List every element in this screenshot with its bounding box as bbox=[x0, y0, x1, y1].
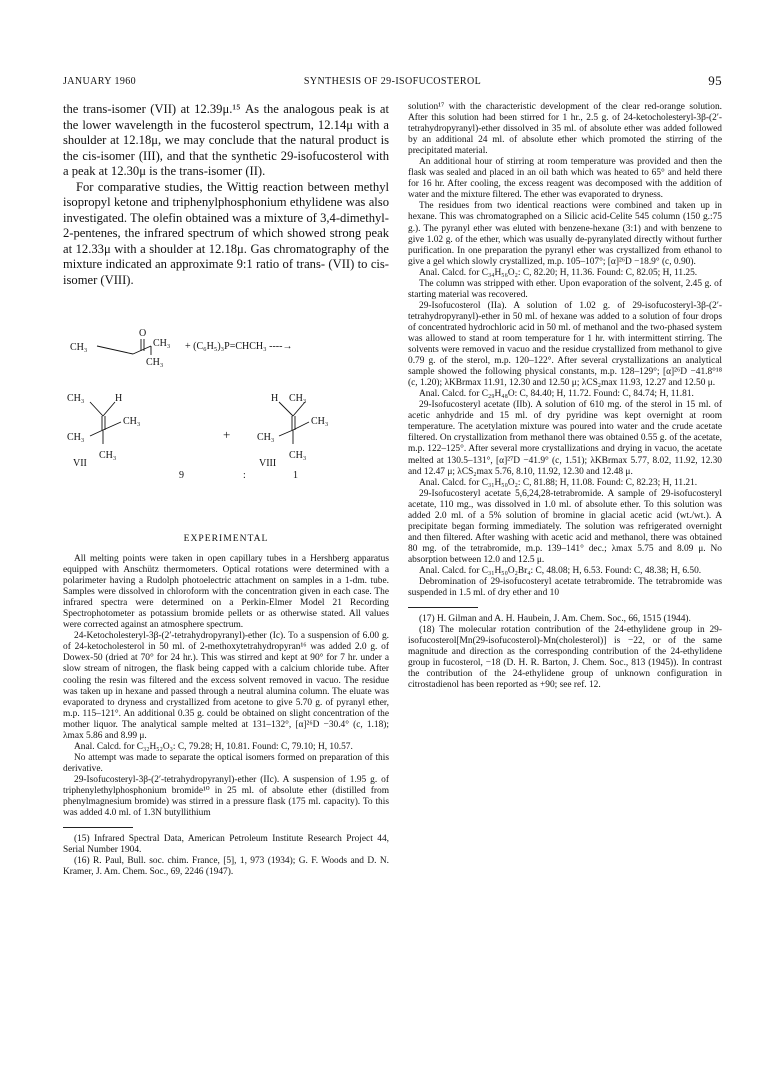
paragraph-isomer-discussion: the trans-isomer (VII) at 12.39μ.¹⁵ As the analogous peak is at the lower wavelength in the fucosterol spectrum, 12.14μ with a shoulder at 12.18μ, we may conclude that the natural product is the cis-isomer (III), and that the synthetic 29-isofucosterol with a peak at 12.30μ is the trans-isomer (II). bbox=[63, 102, 389, 178]
paragraph-analysis-iib: Anal. Calcd. for C₃₁H₅₀O₂: C, 81.88; H, 11.08. Found: C, 82.23; H, 11.21. bbox=[419, 477, 698, 488]
ratio-value-b: 1 bbox=[293, 470, 298, 481]
paragraph-debromination: Debromination of 29-isofucosteryl acetate tetrabromide. The tetrabromide was suspended in 1.5 ml. of dry ether and 10 bbox=[408, 577, 722, 599]
scheme-ketone-ch3-bottom: CH₃ bbox=[146, 357, 164, 368]
paragraph-column-stripped: The column was stripped with ether. Upon evaporation of the solvent, 2.45 g. of starting material was recovered. bbox=[408, 278, 722, 300]
reaction-scheme-drawing bbox=[63, 306, 389, 521]
scheme-wittig-reagent: + (C₆H₅)₃P=CHCH₃ ----→ bbox=[185, 341, 293, 352]
ratio-separator: : bbox=[243, 470, 246, 481]
vii-h-top: H bbox=[115, 393, 123, 404]
footnote-17: (17) H. Gilman and A. H. Haubein, J. Am. Chem. Soc., 66, 1515 (1944). bbox=[419, 614, 691, 625]
viii-h-top: H bbox=[271, 393, 279, 404]
footnote-18: (18) The molecular rotation contribution of the 24-ethylidene group in 29-isofucosterol[Mn(29-isofucosterol)-Mn(cholesterol)] is −22, or of the same magnitude and direction as the corresponding contribution of the 24-ethylidene group in fucosterol, −18 (D. H. R. Barton, J. Chem. Soc., 813 (1945)). In contrast the contribution of the 24-ethylidene group of unknown configuration in citrostadienol has been reported as +90; see ref. 12. bbox=[408, 625, 722, 691]
footnote-15: (15) Infrared Spectral Data, American Petroleum Institute Research Project 44, Serial Number 1904. bbox=[63, 834, 389, 856]
footnote-16: (16) R. Paul, Bull. soc. chim. France, [5], 1, 973 (1934); G. F. Woods and D. N. Kramer, J. Am. Chem. Soc., 69, 2246 (1947). bbox=[63, 856, 389, 878]
paragraph-isofucosteryl-ether: 29-Isofucosteryl-3β-(2′-tetrahydropyranyl)-ether (IIc). A suspension of 1.95 g. of triphenylethylphosphonium bromide¹⁰ in 25 ml. of absolute ether (distilled from phenylmagnesium bromide) was stirred in a pressure flask (175 ml. capacity). To this was added 4.0 ml. of 1.3N butyllithium bbox=[63, 774, 389, 819]
scheme-plus: + bbox=[223, 427, 231, 442]
paragraph-analysis-iia: Anal. Calcd. for C₂₉H₄₈O: C, 84.40; H, 11.72. Found: C, 84.74; H, 11.81. bbox=[419, 389, 694, 400]
paragraph-butyllithium-continuation: solution¹⁷ with the characteristic development of the clear red-orange solution. After this solution had been stirred for 1 hr., 2.5 g. of 24-ketocholesteryl-3β-(2′-tetrahydropyranyl)-ether dissolved in 35 ml. of absolute ether was added followed by an additional 24 ml. of absolute ether which promoted the stirring of the precipitated material. bbox=[408, 102, 722, 157]
scheme-ketone-ch3-right: CH₃ bbox=[153, 338, 171, 349]
reaction-scheme bbox=[63, 306, 389, 521]
footnote-rule bbox=[408, 607, 478, 608]
footnote-rule bbox=[63, 827, 133, 828]
header-title: SYNTHESIS OF 29-ISOFUCOSTEROL bbox=[303, 76, 482, 87]
label-viii: VIII bbox=[259, 458, 277, 469]
paragraph-tetrabromide: 29-Isofucosteryl acetate 5,6,24,28-tetrabromide. A sample of 29-isofucosteryl acetate, 110 mg., was dissolved in 1.0 ml. of absolute ether. To this solution was added 2.0 ml. of a 5% solution of bromine in glacial acetic acid (wt./wt.). A precipitate began forming immediately. The solution was refrigerated overnight and then filtered. After washing with acetic acid and methanol, there was obtained 80 mg. of the tetrabromide, m.p. 139–141° dec.; λmax 5.75 and 8.09 μ. No absorption between 12.0 and 12.5 μ. bbox=[408, 488, 722, 565]
vii-ch3-top: CH₃ bbox=[67, 393, 85, 404]
running-header bbox=[63, 73, 722, 92]
paragraph-wittig-comparison: For comparative studies, the Wittig reaction between methyl isopropyl ketone and triphenylphosphonium ethylidene was also investigated. The olefin obtained was a mixture of 3,4-dimethyl-2-pentenes, the infrared spectrum of which showed strong peak at 12.33μ with a shoulder at 12.18μ. Gas chromatography of the mixture indicated an approximate 9:1 ratio of trans- (VII) to cis-isomer (VIII). bbox=[63, 179, 389, 287]
page-number: 95 bbox=[708, 73, 722, 88]
paragraph-isofucosteryl-acetate: 29-Isofucosteryl acetate (IIb). A solution of 610 mg. of the sterol in 15 ml. of acetic anhydride and 15 ml. of dry pyridine was kept overnight at room temperature. The acetylation mixture was poured into water and the crude acetate filtered. On crystallization from methanol there was obtained 0.55 g. of the acetate, m.p. 122–125°. After several more crystallizations and drying in vacuo, the acetate melted at 130.5–131°, [α]²⁷D −41.9° (c, 1.51); λKBrmax 5.77, 8.02, 11.92, 12.30 and 12.47 μ; λCS₂max 5.76, 8.10, 11.92, 12.30 and 12.48 μ. bbox=[408, 400, 722, 477]
paragraph-analysis-tetrabromide: Anal. Calcd. for C₃₁H₅₀O₂Br₄: C, 48.08; H, 6.53. Found: C, 48.38; H, 6.50. bbox=[419, 565, 702, 576]
section-heading-experimental: EXPERIMENTAL bbox=[183, 533, 269, 544]
left-column bbox=[63, 102, 389, 1047]
paragraph-ketocholesteryl-ether: 24-Ketocholesteryl-3β-(2′-tetrahydropyranyl)-ether (Ic). To a suspension of 6.00 g. of 24-ketocholesterol in 50 ml. of 2-methoxytetrahydropyran¹⁶ was added 2.0 g. of Dowex-50 (dried at 70° for 24 hr.). This was stirred and kept at 90° for 7 hr. under a slow stream of nitrogen, the flask being capped with a calcium chloride tube. After cooling the resin was filtered and the excess solvent removed in vacuo. The residue was taken up in hexane and passed through a neutral alumina column. The eluate was evaporated to dryness and crystallized from acetone to give 5.70 g. of pyranyl ether, m.p. 115–121°. An additional 0.35 g. could be obtained on slight concentration of the mother liquor. The analytical sample melted at 131–132°, [α]²⁶D −30.4° (c, 1.18); λmax 5.86 and 8.99 μ. bbox=[63, 631, 389, 741]
paragraph-general-methods: All melting points were taken in open capillary tubes in a Hershberg apparatus equipped with Anschütz thermometers. Optical rotations were determined with a polarimeter having a Rudolph photoelectric attachment on samples in a 1-dm. tube. Samples were dissolved in chloroform with the concentration given in each case. The infrared spectra were determined on a Perkin-Elmer Model 21 Recording Spectrophotometer as potassium bromide pellets or as otherwise stated. All values were corrected against an atmosphere spectrum. bbox=[63, 554, 389, 631]
right-column bbox=[408, 102, 722, 1047]
ratio-value-a: 9 bbox=[179, 470, 184, 481]
paragraph-optical-isomers-note: No attempt was made to separate the optical isomers formed on preparation of this derivative. bbox=[63, 752, 389, 774]
scheme-ketone-ch3-left: CH₃ bbox=[70, 342, 88, 353]
paragraph-analysis-iic: Anal. Calcd. for C₃₄H₅₆O₂: C, 82.20; H, 11.36. Found: C, 82.05; H, 11.25. bbox=[419, 267, 698, 278]
paragraph-chromatography: The residues from two identical reactions were combined and taken up in hexane. This was chromatographed on a Silicic acid-Celite 545 column (150 g.:75 g.). The pyranyl ether was eluted with benzene-hexane (3:1) and with benzene to give 1.02 g. of the ether, which was usually de-pyranylated directly without further purification. In one preparation the pyranyl ether was crystallized from ethanol to give a gel which slowly crystallized, m.p. 105–107°; [α]²⁶D −18.9° (c, 0.90). bbox=[408, 201, 722, 267]
vii-ch3-left: CH₃ bbox=[67, 432, 85, 443]
header-date: JANUARY 1960 bbox=[63, 76, 137, 87]
vii-ch3-bottom: CH₃ bbox=[99, 450, 117, 461]
paragraph-oil-bath: An additional hour of stirring at room temperature was provided and then the flask was sealed and placed in an oil bath which was heated to 65° and held there for 16 hr. After cooling, the excess reagent was decomposed with the addition of water and the mixture filtered. The ether was evaporated to dryness. bbox=[408, 157, 722, 201]
scheme-oxygen: O bbox=[139, 328, 147, 339]
vii-ch3-right: CH₃ bbox=[123, 416, 141, 427]
label-vii: VII bbox=[73, 458, 87, 469]
viii-ch3-bottom: CH₃ bbox=[289, 450, 307, 461]
paragraph-isofucosterol: 29-Isofucosterol (IIa). A solution of 1.02 g. of 29-isofucosteryl-3β-(2′-tetrahydropyranyl)-ether in 50 ml. of hexane was added to a solution of four drops of concentrated hydrochloric acid in 50 ml. of methanol and the two-phased system was allowed to stand at room temperature for 1 hr. with intermittent stirring. The solvents were removed in vacuo and the residue crystallized from methanol to give 0.79 g. of the sterol, m.p. 120–122°. After several crystallizations an analytical sample showed the following physical constants, m.p. 128–129°; [α]²⁶D −41.8°¹⁸ (c, 1.20); λKBrmax 11.91, 12.30 and 12.50 μ; λCS₂max 11.93, 12.27 and 12.50 μ. bbox=[408, 300, 722, 389]
viii-ch3-top: CH₃ bbox=[289, 393, 307, 404]
viii-ch3-right: CH₃ bbox=[311, 416, 329, 427]
paragraph-analysis-ic: Anal. Calcd. for C₃₂H₅₂O₃: C, 79.28; H, 10.81. Found: C, 79.10; H, 10.57. bbox=[74, 741, 353, 752]
viii-ch3-left: CH₃ bbox=[257, 432, 275, 443]
